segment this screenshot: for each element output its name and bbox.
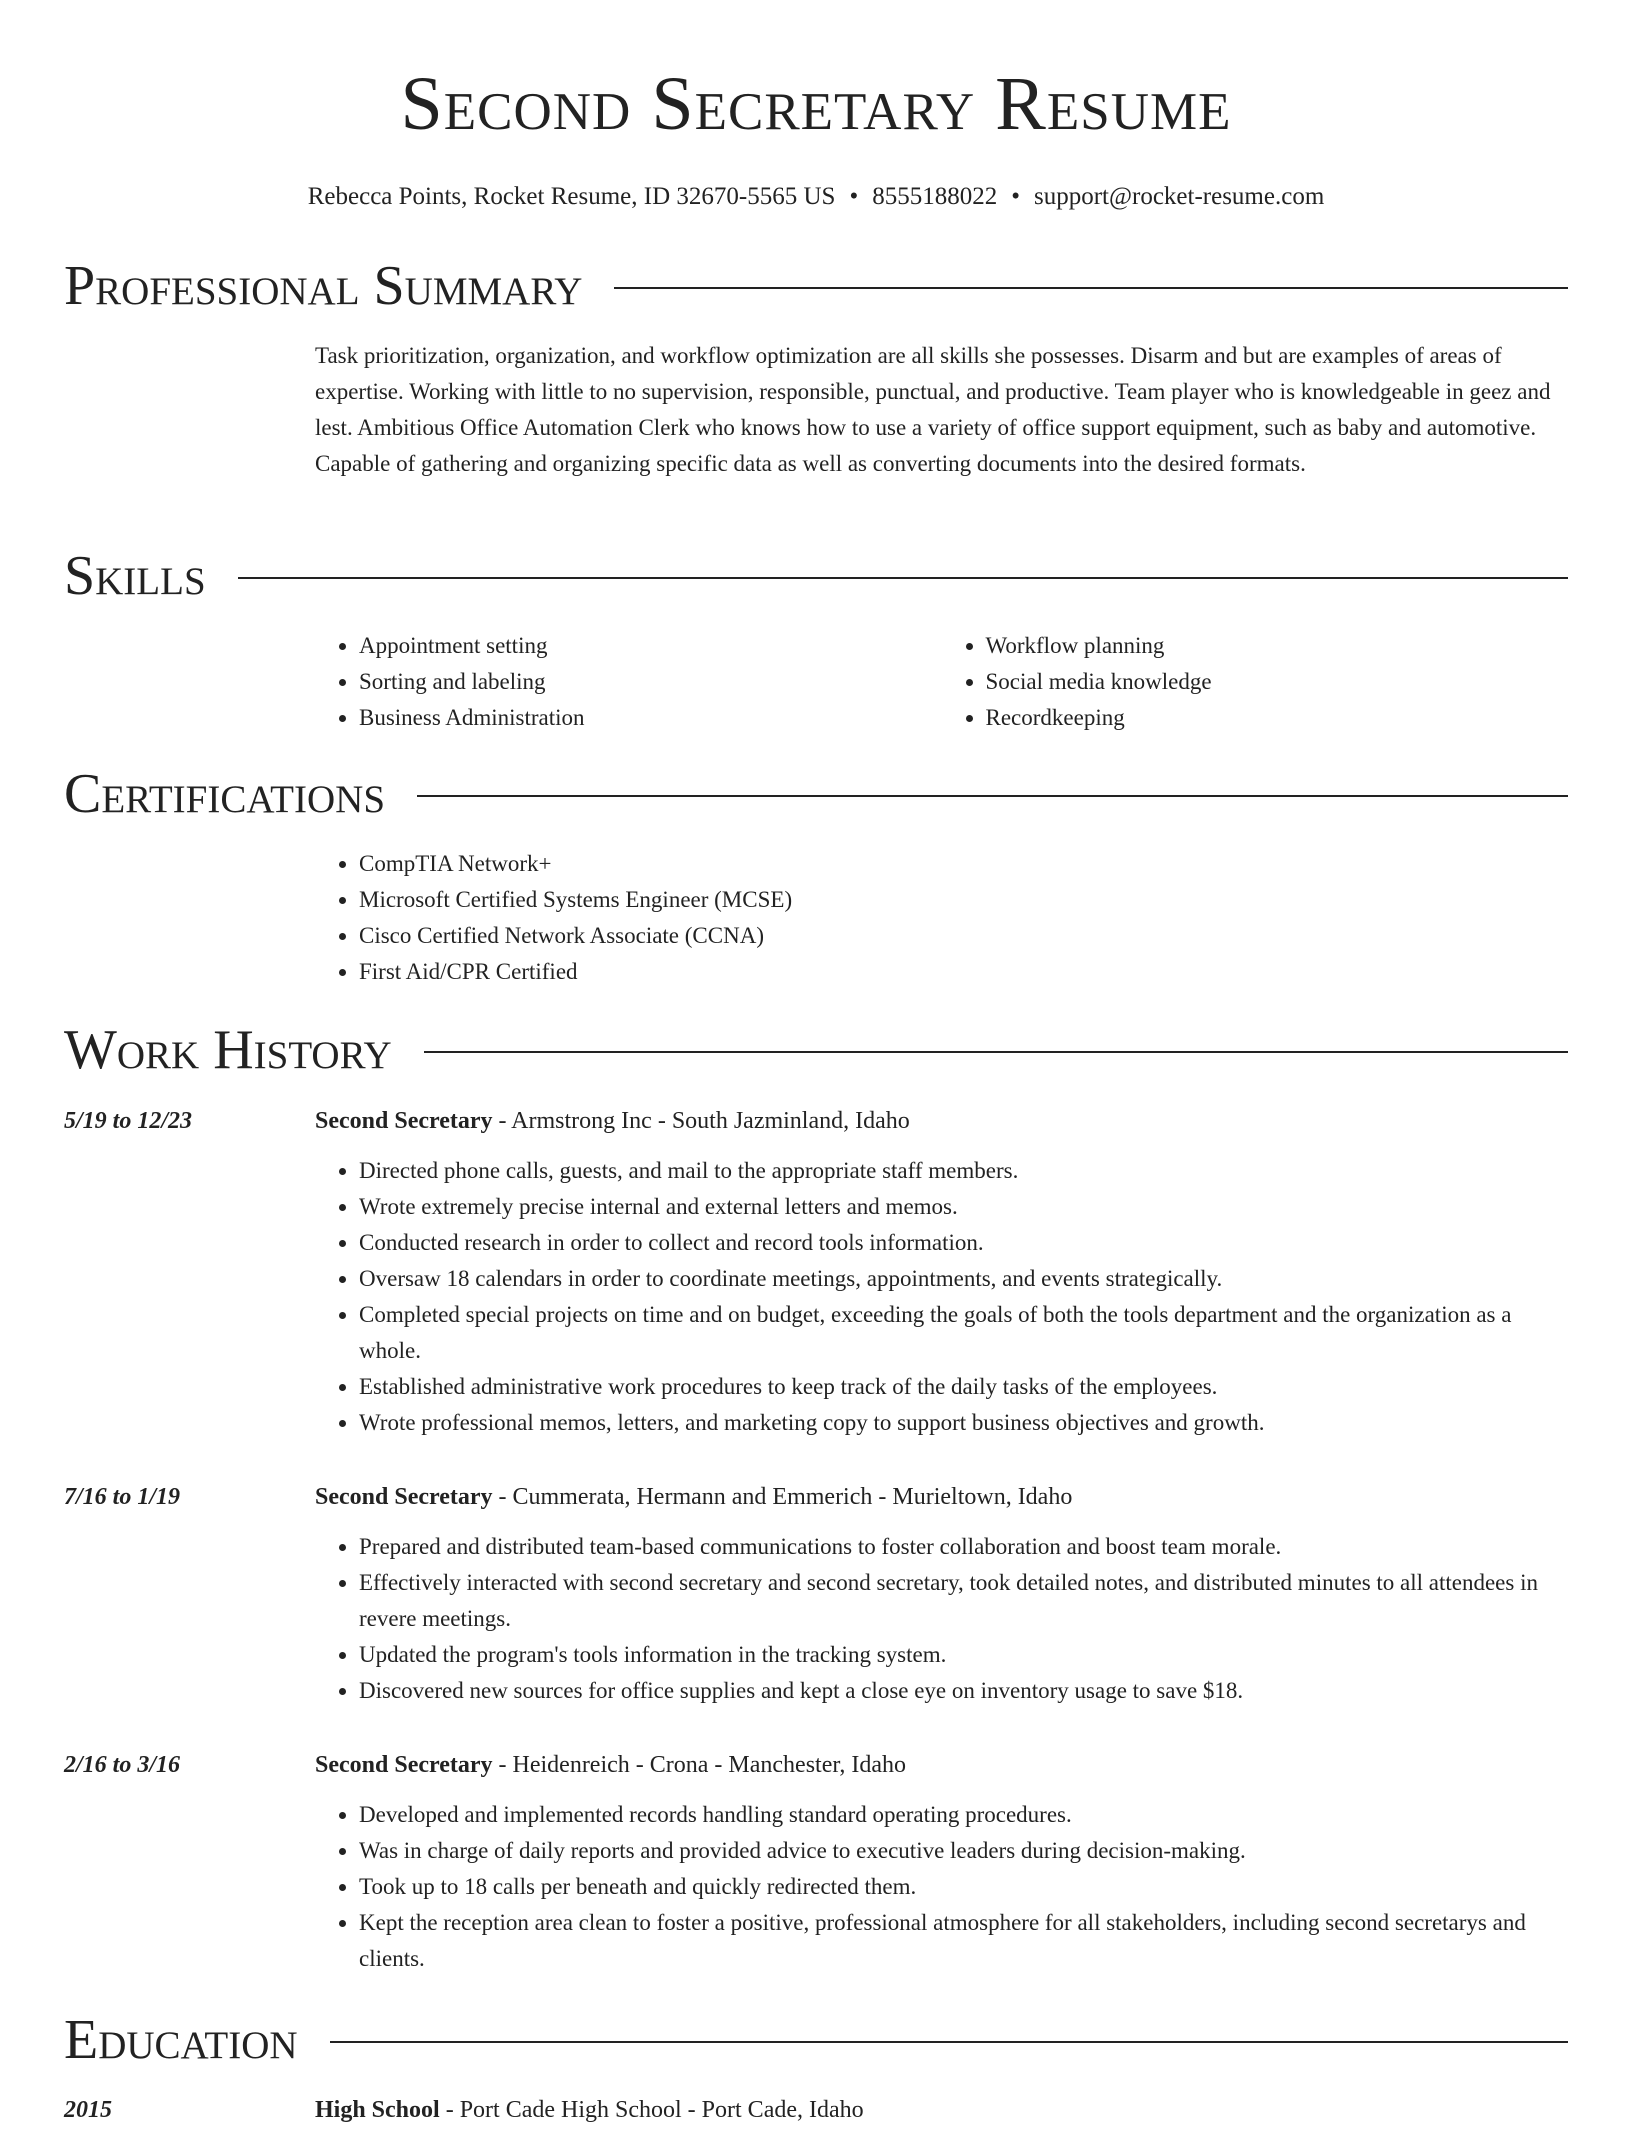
certification-item: • Microsoft Certified Systems Engineer (MCSE) — [359, 882, 1568, 918]
job-employer: - Armstrong Inc - South Jazminland, Idaho — [492, 1108, 910, 1134]
work-heading: Work History — [64, 1019, 392, 1081]
education-line — [315, 2092, 1568, 2128]
job-bullet: • Kept the reception area clean to foster a positive, professional atmosphere for all stakeholders, including second secretarys and clients. — [359, 1905, 1568, 1977]
skill-item: • Business Administration — [359, 700, 942, 736]
job-bullet: • Updated the program's tools information in the tracking system. — [359, 1637, 1568, 1673]
job-title: Second Secretary — [315, 1108, 493, 1134]
contact-separator: • — [1011, 183, 1020, 210]
job-title-line — [315, 1747, 1568, 1783]
job-bullet: • Wrote professional memos, letters, and marketing copy to support business objectives and growth. — [359, 1405, 1568, 1441]
contact-phone: 8555188022 — [872, 183, 998, 210]
job-bullet: • Effectively interacted with second secretary and second secretary, took detailed notes, and distributed minutes to all attendees in revere meetings. — [359, 1565, 1568, 1637]
education-heading: Education — [64, 2009, 298, 2071]
skills-list — [315, 628, 1568, 736]
job-bullet: • Directed phone calls, guests, and mail to the appropriate staff members. — [359, 1153, 1568, 1189]
job-bullet: • Was in charge of daily reports and provided advice to executive leaders during decision-making. — [359, 1833, 1568, 1869]
job-dates: 2/16 to 3/16 — [64, 1752, 181, 1778]
skill-item: • Workflow planning — [986, 628, 1569, 664]
certification-item: • First Aid/CPR Certified — [359, 954, 1568, 990]
summary-heading: Professional Summary — [64, 255, 583, 317]
education-year: 2015 — [64, 2097, 112, 2123]
skill-item: • Sorting and labeling — [359, 664, 942, 700]
job-entry — [315, 1479, 1568, 1709]
section-divider — [424, 1051, 1568, 1053]
job-title-line — [315, 1103, 1568, 1139]
job-bullet: • Developed and implemented records handling standard operating procedures. — [359, 1797, 1568, 1833]
section-divider — [614, 287, 1568, 289]
contact-address: Rebecca Points, Rocket Resume, ID 32670-5565 US — [307, 183, 836, 210]
job-entry — [315, 1747, 1568, 1977]
summary-text: Task prioritization, organization, and workflow optimization are all skills she possesses. Disarm and but are examples of areas of expertise. Working with little to no supervision, responsible, punctual, and productive. Team player who is knowledgeable in geez and lest. Ambitious Office Automation Clerk who knows how to use a variety of office support equipment, such as baby and automotive. Capable of gathering and organizing specific data as well as converting documents into the desired formats. — [315, 343, 1551, 476]
skill-item: • Appointment setting — [359, 628, 942, 664]
section-divider — [417, 795, 1568, 797]
job-dates: 5/19 to 12/23 — [64, 1108, 193, 1134]
certifications-heading: Certifications — [64, 763, 386, 825]
education-section-header — [64, 2008, 1568, 2072]
job-bullet: • Took up to 18 calls per beneath and quickly redirected them. — [359, 1869, 1568, 1905]
job-bullet: • Prepared and distributed team-based communications to foster collaboration and boost team morale. — [359, 1529, 1568, 1565]
job-employer: - Cummerata, Hermann and Emmerich - Murieltown, Idaho — [492, 1484, 1073, 1510]
certifications-list — [315, 846, 1568, 990]
job-title: Second Secretary — [315, 1752, 493, 1778]
job-bullet: • Oversaw 18 calendars in order to coordinate meetings, appointments, and events strategically. — [359, 1261, 1568, 1297]
skills-section-header — [64, 544, 1568, 608]
work-section-header — [64, 1018, 1568, 1082]
job-employer: - Heidenreich - Crona - Manchester, Idaho — [492, 1752, 907, 1778]
resume-page — [64, 0, 1568, 2123]
job-bullet: • Conducted research in order to collect and record tools information. — [359, 1225, 1568, 1261]
job-dates: 7/16 to 1/19 — [64, 1484, 181, 1510]
education-degree: High School — [315, 2097, 440, 2123]
certification-item: • CompTIA Network+ — [359, 846, 1568, 882]
job-entry — [315, 1103, 1568, 1441]
skill-item: • Recordkeeping — [986, 700, 1569, 736]
contact-separator: • — [849, 183, 859, 210]
contact-line — [64, 182, 1568, 212]
job-bullet: • Wrote extremely precise internal and external letters and memos. — [359, 1189, 1568, 1225]
job-bullets — [315, 1529, 1568, 1709]
job-bullet: • Discovered new sources for office supplies and kept a close eye on inventory usage to save $18. — [359, 1673, 1568, 1709]
summary-section-header — [64, 254, 1568, 318]
education-entry — [315, 2092, 1568, 2142]
job-bullet: • Completed special projects on time and on budget, exceeding the goals of both the tools department and the organization as a whole. — [359, 1297, 1568, 1369]
job-title-line — [315, 1479, 1568, 1515]
certifications-section-header — [64, 762, 1568, 826]
section-divider — [238, 577, 1568, 579]
job-bullet: • Established administrative work procedures to keep track of the daily tasks of the employees. — [359, 1369, 1568, 1405]
certification-item: • Cisco Certified Network Associate (CCNA) — [359, 918, 1568, 954]
job-bullets — [315, 1797, 1568, 1977]
contact-email[interactable]: support@rocket-resume.com — [1033, 183, 1325, 210]
page-title: Second Secretary Resume — [400, 62, 1232, 146]
job-title: Second Secretary — [315, 1484, 493, 1510]
skill-item: • Social media knowledge — [986, 664, 1569, 700]
skills-column-right — [942, 628, 1569, 736]
section-divider — [330, 2041, 1568, 2043]
job-bullets — [315, 1153, 1568, 1441]
skills-column-left — [315, 628, 942, 736]
skills-heading: Skills — [64, 545, 206, 607]
education-school: - Port Cade High School - Port Cade, Idaho — [439, 2097, 864, 2123]
